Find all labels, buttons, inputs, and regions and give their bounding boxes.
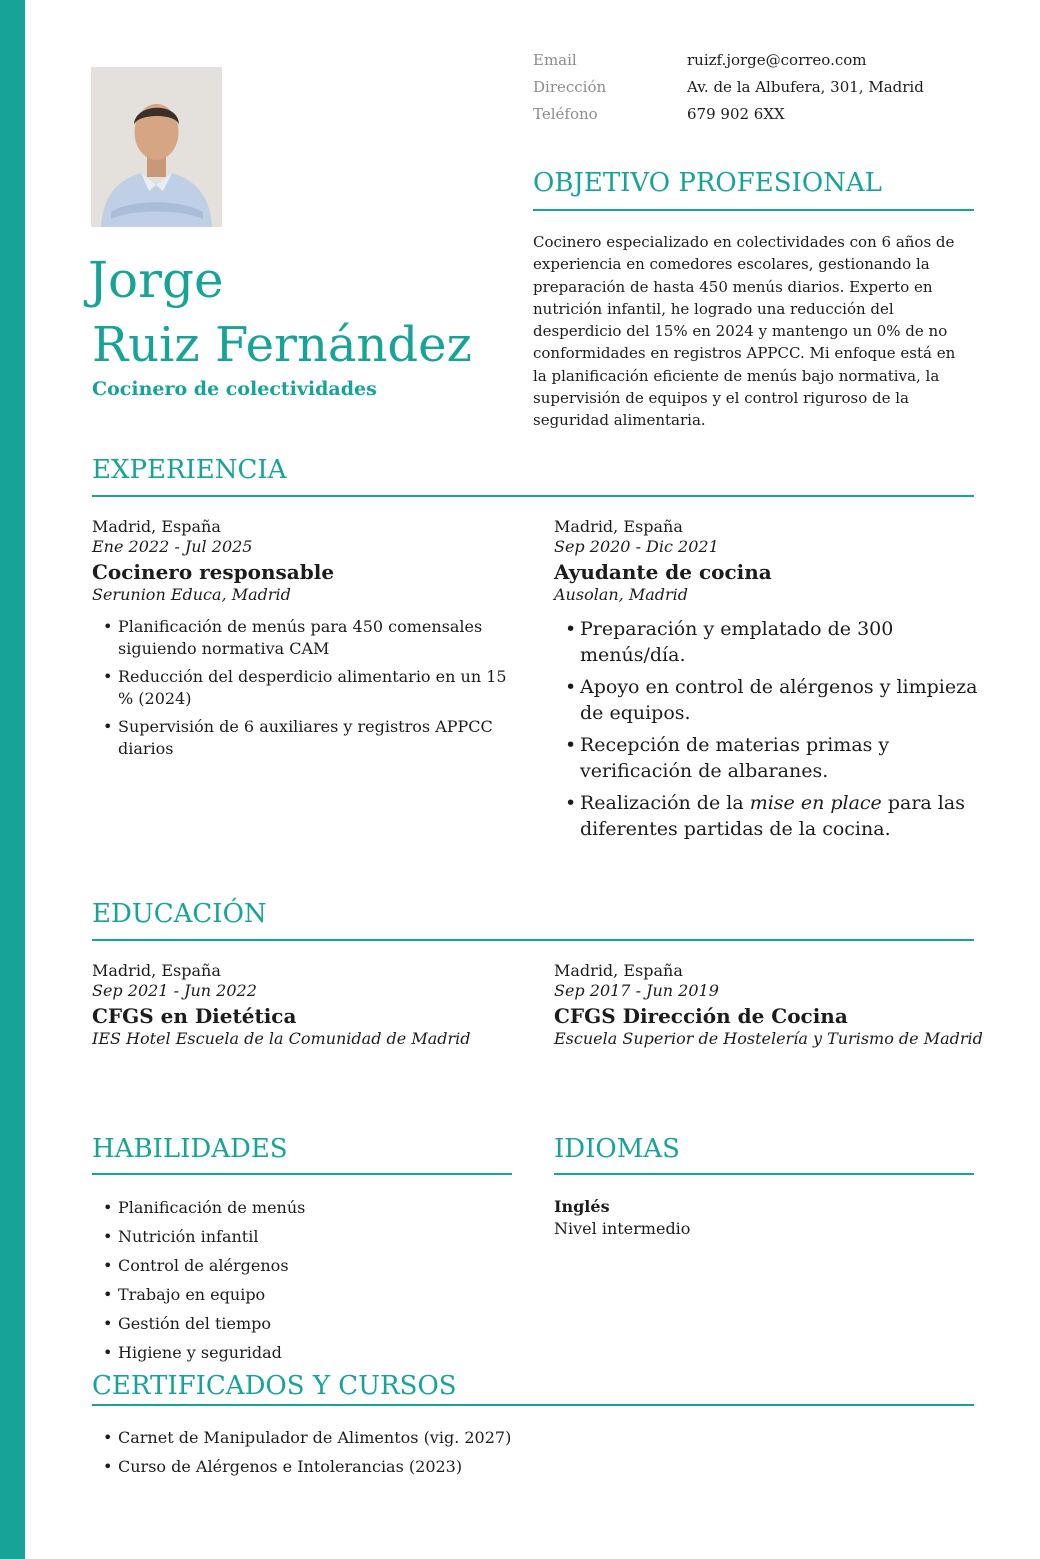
objective-divider bbox=[533, 209, 974, 211]
list-item: • Supervisión de 6 auxiliares y registros APPCC diarios bbox=[92, 716, 512, 760]
job-bullets bbox=[554, 616, 979, 842]
list-item: • Preparación y emplatado de 300 menús/día. bbox=[554, 616, 979, 668]
last-name: Ruiz Fernández bbox=[92, 317, 472, 373]
address-value: Av. de la Albufera, 301, Madrid bbox=[687, 78, 924, 96]
education-entry-1 bbox=[92, 961, 532, 1048]
skills-divider bbox=[92, 1173, 512, 1175]
education-entry-2 bbox=[554, 961, 994, 1048]
list-item: • Nutrición infantil bbox=[92, 1226, 512, 1248]
education-degree: CFGS en Dietética bbox=[92, 1004, 297, 1028]
list-item: • Reducción del desperdicio alimentario en un 15 % (2024) bbox=[92, 666, 512, 710]
job-entry-2 bbox=[554, 517, 979, 848]
job-bullets bbox=[92, 616, 512, 760]
list-item: • Recepción de materias primas y verificación de albaranes. bbox=[554, 732, 979, 784]
list-item: • Gestión del tiempo bbox=[92, 1313, 512, 1335]
language-level: Nivel intermedio bbox=[554, 1219, 691, 1238]
certificates-divider bbox=[92, 1404, 974, 1406]
education-location: Madrid, España bbox=[554, 961, 683, 980]
email-value: ruizf.jorge@correo.com bbox=[687, 51, 867, 69]
job-dates: Ene 2022 - Jul 2025 bbox=[92, 537, 253, 556]
address-label: Dirección bbox=[533, 78, 607, 96]
education-dates: Sep 2021 - Jun 2022 bbox=[92, 981, 257, 1000]
education-location: Madrid, España bbox=[92, 961, 221, 980]
skills-list bbox=[92, 1197, 512, 1371]
phone-value: 679 902 6XX bbox=[687, 105, 785, 123]
job-dates: Sep 2020 - Dic 2021 bbox=[554, 537, 719, 556]
job-location: Madrid, España bbox=[92, 517, 221, 536]
accent-sidebar bbox=[0, 0, 25, 1559]
job-entry-1 bbox=[92, 517, 512, 766]
profile-photo bbox=[91, 67, 222, 227]
list-item: • Trabajo en equipo bbox=[92, 1284, 512, 1306]
objective-title: OBJETIVO PROFESIONAL bbox=[533, 168, 882, 198]
education-school: IES Hotel Escuela de la Comunidad de Madrid bbox=[92, 1029, 471, 1048]
job-location: Madrid, España bbox=[554, 517, 683, 536]
mise-en-place-term: mise en place bbox=[749, 792, 882, 814]
education-divider bbox=[92, 939, 974, 941]
job-role: Cocinero responsable bbox=[92, 560, 335, 584]
skills-title: HABILIDADES bbox=[92, 1134, 288, 1164]
list-item: • Higiene y seguridad bbox=[92, 1342, 512, 1364]
education-dates: Sep 2017 - Jun 2019 bbox=[554, 981, 719, 1000]
objective-text: Cocinero especializado en colectividades con 6 años de experiencia en comedores escolares, gestionando la preparación de hasta 450 menús diarios. Experto en nutrición infantil, he logrado una reducción del desperdicio del 15% en 2024 y mantengo un 0% de no conformidades en registros APPCC. Mi enfoque está en la planificación eficiente de menús bajo normativa, la supervisión de equipos y el control riguroso de la seguridad alimentaria. bbox=[533, 233, 956, 430]
language-name: Inglés bbox=[554, 1197, 610, 1216]
job-title: Cocinero de colectividades bbox=[92, 378, 377, 400]
languages-title: IDIOMAS bbox=[554, 1134, 680, 1164]
experience-title: EXPERIENCIA bbox=[92, 455, 287, 485]
phone-label: Teléfono bbox=[533, 105, 598, 123]
certificates-list bbox=[92, 1427, 692, 1485]
first-name: Jorge bbox=[88, 251, 224, 309]
languages-divider bbox=[554, 1173, 974, 1175]
job-role: Ayudante de cocina bbox=[554, 560, 772, 584]
job-company: Ausolan, Madrid bbox=[554, 585, 689, 604]
list-item: • Carnet de Manipulador de Alimentos (vig. 2027) bbox=[92, 1427, 692, 1449]
education-school: Escuela Superior de Hostelería y Turismo de Madrid bbox=[554, 1029, 983, 1048]
certificates-title: CERTIFICADOS Y CURSOS bbox=[92, 1371, 457, 1401]
list-item: • Planificación de menús bbox=[92, 1197, 512, 1219]
list-item: • Apoyo en control de alérgenos y limpieza de equipos. bbox=[554, 674, 979, 726]
person-portrait-icon bbox=[91, 67, 222, 227]
job-company: Serunion Educa, Madrid bbox=[92, 585, 291, 604]
list-item: • Realización de la mise en place para las diferentes partidas de la cocina. bbox=[554, 790, 979, 842]
email-label: Email bbox=[533, 51, 577, 69]
list-item: • Control de alérgenos bbox=[92, 1255, 512, 1277]
list-item: • Curso de Alérgenos e Intolerancias (2023) bbox=[92, 1456, 692, 1478]
experience-divider bbox=[92, 495, 974, 497]
list-item: • Planificación de menús para 450 comensales siguiendo normativa CAM bbox=[92, 616, 512, 660]
education-title: EDUCACIÓN bbox=[92, 899, 267, 929]
education-degree: CFGS Dirección de Cocina bbox=[554, 1004, 848, 1028]
